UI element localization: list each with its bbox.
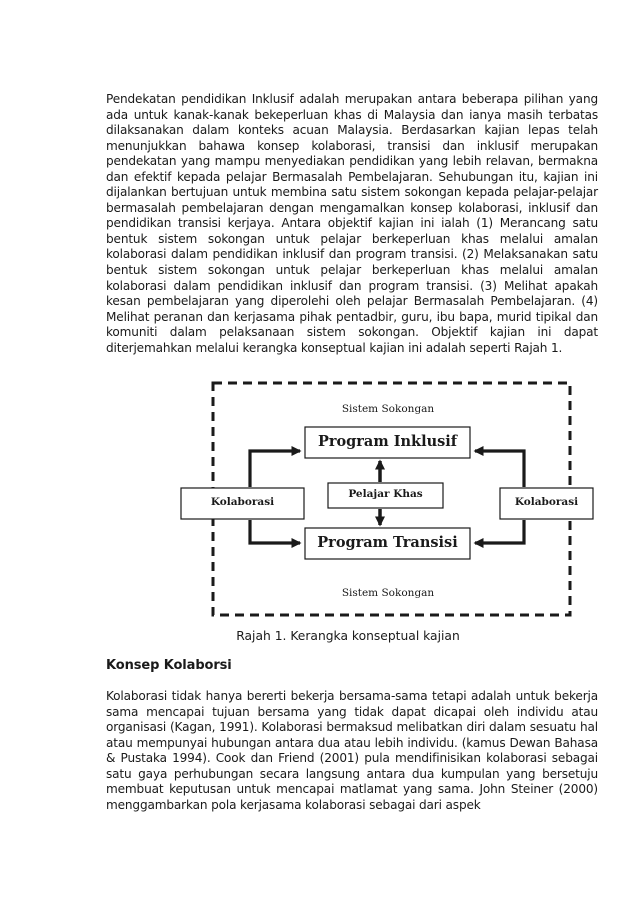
kolaborasi-left-label: Kolaborasi: [210, 496, 275, 508]
kolaborasi-right-label: Kolaborasi: [514, 496, 579, 508]
pelajar-khas-label: Pelajar Khas: [348, 488, 423, 500]
intro-paragraph: Pendekatan pendidikan Inklusif adalah merupakan antara beberapa pilihan yang ada untuk kanak-kanak bekeperluan khas di Malaysia dan ianya masih terbatas dilaksanakan dalam konteks acuan Malaysia. Berdasarkan kajian lepas telah menunjukkan bahawa konsep kolaborasi, transisi dan inklusif merupakan pendekatan yang mampu menyediakan pendidikan yang lebih relavan, bermakna dan efektif kepada pelajar Bermasalah Pembelajaran. Sehubungan itu, kajian ini dijalankan bertujuan untuk membina satu sistem sokongan kepada pelajar-pelajar bermasalah pembelajaran dengan mengamalkan konsep kolaborasi, inklusif dan pendidikan transisi kerjaya. Antara objektif kajian ini ialah (1) Merancang satu bentuk sistem sokongan untuk pelajar berkeperluan khas melalui amalan kolaborasi dalam pendidikan inklusif dan program transisi. (2) Melaksanakan satu bentuk sistem sokongan untuk pelajar berkeperluan khas melalui amalan kolaborasi dalam pendidikan inklusif dan program transisi. (3) Melihat apakah kesan pembelajaran yang diperolehi oleh pelajar Bermasalah Pembelajaran. (4) Melihat peranan dan kerjasama pihak pentadbir, guru, ibu bapa, murid tipikal dan komuniti dalam pelaksanaan sistem sokongan. Objektif kajian ini dapat diterjemahkan melalui kerangka konseptual kajian ini adalah seperti Rajah 1.: [106, 92, 598, 355]
section-heading: Konsep Kolaborsi: [106, 658, 232, 673]
arrow-left-to-inklusif: [250, 451, 300, 487]
program-transisi-label: Program Transisi: [317, 534, 458, 551]
program-inklusif-label: Program Inklusif: [317, 433, 458, 450]
sistem-sokongan-bottom-label: Sistem Sokongan: [341, 587, 435, 599]
arrow-right-to-transisi: [475, 520, 524, 543]
arrow-left-to-transisi: [250, 520, 300, 543]
figure-caption: Rajah 1. Kerangka konseptual kajian: [236, 629, 460, 643]
arrow-right-to-inklusif: [475, 451, 524, 487]
kolaborasi-paragraph: Kolaborasi tidak hanya bererti bekerja bersama-sama tetapi adalah untuk bekerja sama mencapai tujuan bersama yang tidak dapat dicapai oleh individu atau organisasi (Kagan, 1991). Kolaborasi bermaksud melibatkan diri dalam sesuatu hal atau mempunyai hubungan antara dua atau lebih individu. (kamus Dewan Bahasa & Pustaka 1994). Cook dan Friend (2001) pula mendifinisikan kolaborasi sebagai satu gaya perhubungan secara langsung antara dua kumpulan yang bersetuju membuat keputusan untuk mencapai matlamat yang sama. John Steiner (2000) menggambarkan pola kerjasama kolaborasi sebagai dari aspek: [106, 689, 598, 812]
sistem-sokongan-top-label: Sistem Sokongan: [341, 403, 435, 415]
